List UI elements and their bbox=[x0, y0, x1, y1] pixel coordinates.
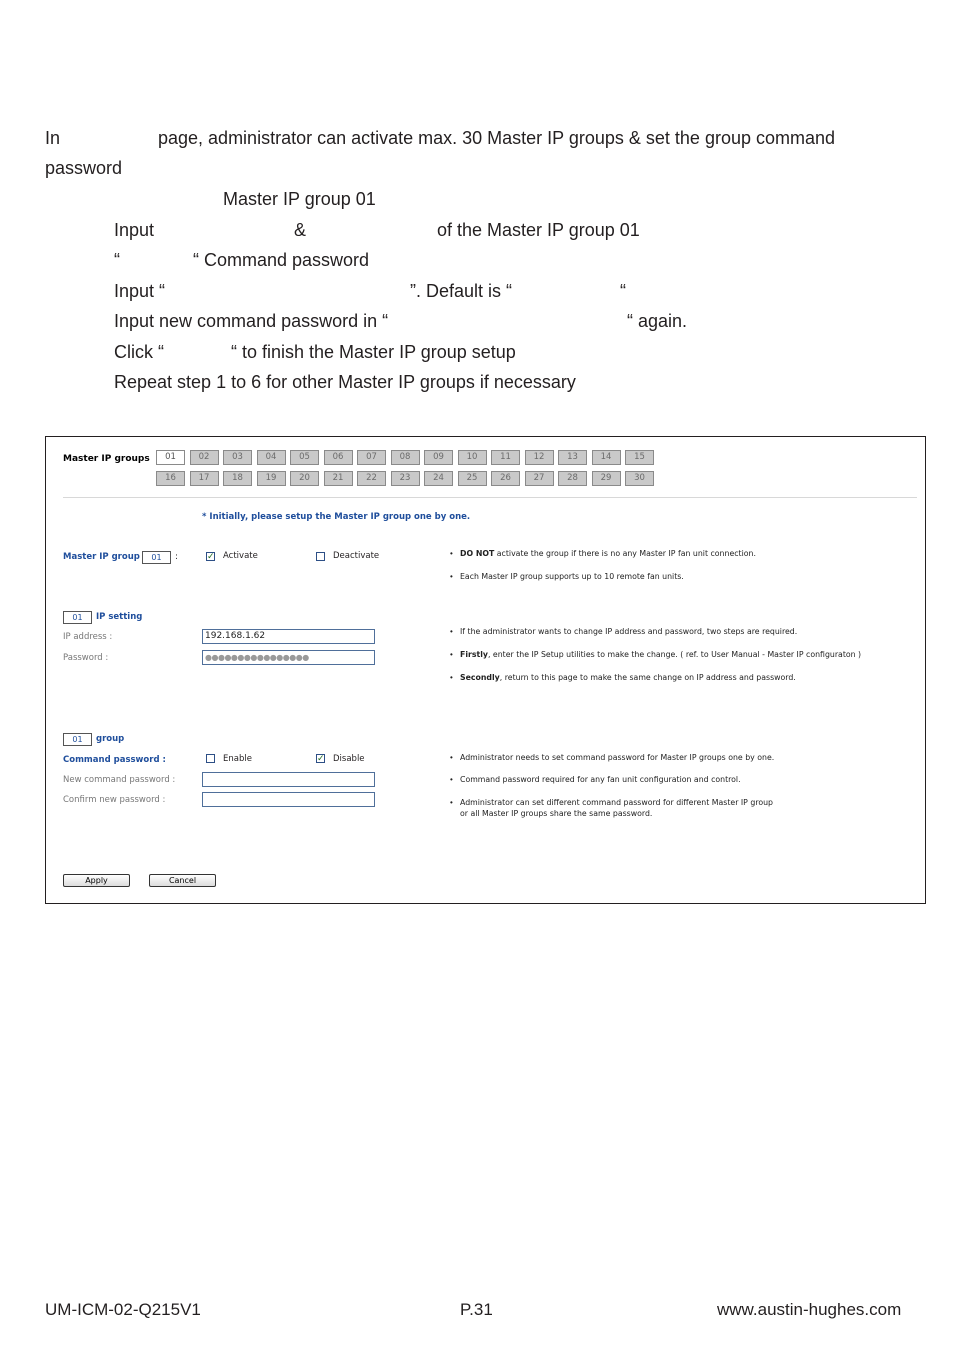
bullet: • bbox=[450, 775, 453, 784]
group-button-21[interactable]: 21 bbox=[324, 471, 353, 486]
ip-address-input[interactable]: 192.168.1.62 bbox=[202, 629, 375, 644]
tip-one-by-one: Administrator needs to set command password for Master IP groups one by one. bbox=[460, 753, 775, 762]
enable-label: Enable bbox=[223, 754, 252, 764]
enable-checkbox[interactable] bbox=[206, 754, 215, 763]
new-command-password-input[interactable] bbox=[202, 772, 375, 787]
intro-in: In bbox=[45, 128, 61, 148]
tip-required: Command password required for any fan unit configuration and control. bbox=[460, 775, 741, 784]
group-button-07[interactable]: 07 bbox=[357, 450, 386, 465]
group-button-10[interactable]: 10 bbox=[458, 450, 487, 465]
group-button-30[interactable]: 30 bbox=[625, 471, 654, 486]
step2-amp: & bbox=[294, 220, 307, 240]
confirm-password-input[interactable] bbox=[202, 792, 375, 807]
disable-label: Disable bbox=[333, 754, 365, 764]
master-ip-group-number: 01 bbox=[142, 551, 171, 564]
step3-text: “ Command password bbox=[193, 250, 370, 270]
group-button-01[interactable]: 01 bbox=[156, 450, 185, 465]
master-ip-group-label: Master IP group bbox=[63, 552, 140, 562]
password-input[interactable]: ●●●●●●●●●●●●●●●● bbox=[202, 650, 375, 665]
step5-input: Input new command password in “ bbox=[114, 311, 389, 331]
step4-quote: “ bbox=[620, 281, 626, 301]
bullet: • bbox=[450, 650, 453, 659]
master-ip-screenshot bbox=[45, 436, 926, 904]
group-button-05[interactable]: 05 bbox=[290, 450, 319, 465]
step4-default: ”. Default is “ bbox=[410, 281, 513, 301]
footer-model: UM-ICM-02-Q215V1 bbox=[45, 1300, 201, 1319]
group-button-20[interactable]: 20 bbox=[290, 471, 319, 486]
tip-do-not-bold: DO NOT bbox=[460, 549, 495, 558]
group-button-11[interactable]: 11 bbox=[491, 450, 520, 465]
bullet: • bbox=[450, 549, 453, 558]
group-button-26[interactable]: 26 bbox=[491, 471, 520, 486]
group-button-14[interactable]: 14 bbox=[592, 450, 621, 465]
group-button-25[interactable]: 25 bbox=[458, 471, 487, 486]
disable-checkbox[interactable] bbox=[316, 754, 325, 763]
group-button-09[interactable]: 09 bbox=[424, 450, 453, 465]
command-password-label: Command password : bbox=[63, 755, 166, 765]
group-button-03[interactable]: 03 bbox=[223, 450, 252, 465]
master-ip-group-colon: : bbox=[175, 552, 178, 562]
step6-text: “ to finish the Master IP group setup bbox=[231, 342, 516, 362]
step1-text: Master IP group 01 bbox=[223, 189, 376, 209]
group-button-13[interactable]: 13 bbox=[558, 450, 587, 465]
group-section-label: group bbox=[96, 734, 125, 744]
group-button-12[interactable]: 12 bbox=[525, 450, 554, 465]
step6-click: Click “ bbox=[114, 342, 164, 362]
tip-different-1: Administrator can set different command password for different Master IP group bbox=[460, 798, 774, 807]
intro-line1: page, administrator can activate max. 30 Master IP groups & set the group command bbox=[158, 128, 836, 148]
check-icon: ✓ bbox=[207, 551, 215, 561]
tip-firstly-rest: , enter the IP Setup utilities to make the change. ( ref. to User Manual - Master IP configuraton ) bbox=[487, 650, 862, 659]
step4-input: Input “ bbox=[114, 281, 166, 301]
ip-address-label: IP address : bbox=[63, 632, 113, 642]
check-icon: ✓ bbox=[317, 753, 325, 763]
bullet: • bbox=[450, 798, 453, 807]
group-button-28[interactable]: 28 bbox=[558, 471, 587, 486]
group-section-number: 01 bbox=[63, 733, 92, 746]
group-button-16[interactable]: 16 bbox=[156, 471, 185, 486]
tip-do-not bbox=[460, 549, 756, 558]
bullet: • bbox=[450, 753, 453, 762]
step7-text: Repeat step 1 to 6 for other Master IP groups if necessary bbox=[114, 372, 576, 392]
deactivate-checkbox[interactable] bbox=[316, 552, 325, 561]
step2-text: of the Master IP group 01 bbox=[437, 220, 640, 240]
master-ip-groups-label: Master IP groups bbox=[63, 454, 150, 464]
tip-do-not-rest: activate the group if there is no any Master IP fan unit connection. bbox=[494, 549, 756, 558]
bullet: • bbox=[450, 673, 453, 682]
group-button-29[interactable]: 29 bbox=[592, 471, 621, 486]
tip-secondly-rest: , return to this page to make the same change on IP address and password. bbox=[499, 673, 796, 682]
group-button-08[interactable]: 08 bbox=[391, 450, 420, 465]
group-button-17[interactable]: 17 bbox=[190, 471, 219, 486]
group-button-15[interactable]: 15 bbox=[625, 450, 654, 465]
divider bbox=[63, 497, 917, 498]
bullet: • bbox=[450, 572, 453, 581]
activate-checkbox[interactable] bbox=[206, 552, 215, 561]
tip-two-steps: If the administrator wants to change IP address and password, two steps are required. bbox=[460, 627, 798, 636]
new-command-password-label: New command password : bbox=[63, 775, 176, 785]
group-button-19[interactable]: 19 bbox=[257, 471, 286, 486]
tip-firstly-bold: Firstly bbox=[460, 650, 488, 659]
tip-different-2: or all Master IP groups share the same password. bbox=[460, 809, 653, 818]
password-label: Password : bbox=[63, 653, 109, 663]
group-button-27[interactable]: 27 bbox=[525, 471, 554, 486]
group-button-23[interactable]: 23 bbox=[391, 471, 420, 486]
group-button-22[interactable]: 22 bbox=[357, 471, 386, 486]
group-button-04[interactable]: 04 bbox=[257, 450, 286, 465]
group-button-02[interactable]: 02 bbox=[190, 450, 219, 465]
apply-button[interactable]: Apply bbox=[63, 874, 130, 887]
tip-secondly-bold: Secondly bbox=[460, 673, 500, 682]
step2-input: Input bbox=[114, 220, 155, 240]
bullet: • bbox=[450, 627, 453, 636]
intro-line2: password bbox=[45, 158, 123, 178]
step3-quote: “ bbox=[114, 250, 120, 270]
confirm-password-label: Confirm new password : bbox=[63, 795, 166, 805]
tip-secondly bbox=[460, 673, 796, 682]
footer-page: P.31 bbox=[460, 1300, 493, 1319]
deactivate-label: Deactivate bbox=[333, 551, 380, 561]
group-button-18[interactable]: 18 bbox=[223, 471, 252, 486]
ip-setting-label: IP setting bbox=[96, 612, 143, 622]
setup-note: * Initially, please setup the Master IP group one by one. bbox=[202, 512, 471, 522]
footer-url: www.austin-hughes.com bbox=[717, 1300, 902, 1319]
step5-again: “ again. bbox=[627, 311, 688, 331]
cancel-button[interactable]: Cancel bbox=[149, 874, 216, 887]
ip-section-number: 01 bbox=[63, 611, 92, 624]
group-button-24[interactable]: 24 bbox=[424, 471, 453, 486]
group-button-06[interactable]: 06 bbox=[324, 450, 353, 465]
tip-fan-units: Each Master IP group supports up to 10 remote fan units. bbox=[460, 572, 684, 581]
activate-label: Activate bbox=[223, 551, 258, 561]
tip-firstly bbox=[460, 650, 861, 659]
